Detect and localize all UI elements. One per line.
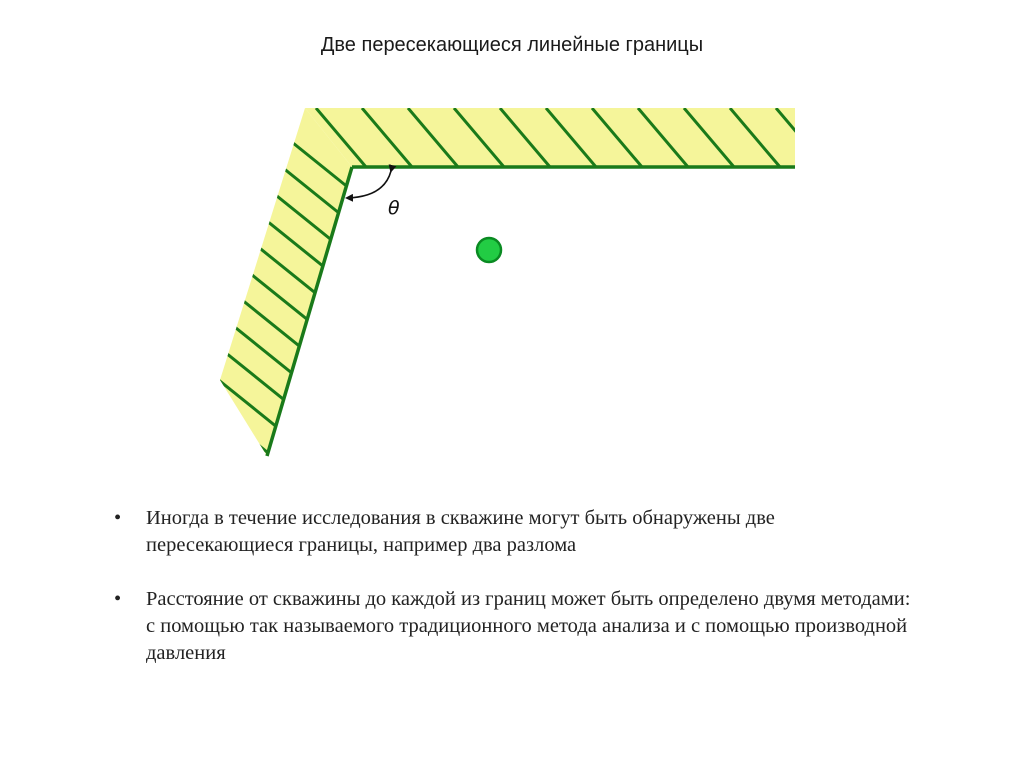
angle-arc: [347, 171, 391, 198]
bullet-marker: •: [114, 507, 122, 529]
angle-label: θ: [388, 197, 400, 219]
bullet-item-1: [112, 505, 912, 559]
bullet-item-2: [112, 586, 912, 667]
bullet-text: Иногда в течение исследования в скважине могут быть обнаружены две пересекающиеся границы, например два разлома: [146, 507, 775, 556]
bullet-text: Расстояние от скважины до каждой из границ может быть определено двумя методами: с помощью так называемого традиционного метода анализа и с помощью производной давления: [146, 588, 911, 664]
well-marker: [477, 238, 501, 262]
bullet-marker: •: [114, 588, 122, 610]
slide-title: Две пересекающиеся линейные границы: [320, 34, 704, 56]
bullet-list: [112, 505, 912, 694]
left-boundary-zone: [220, 108, 352, 456]
top-boundary-zone: [305, 108, 795, 167]
